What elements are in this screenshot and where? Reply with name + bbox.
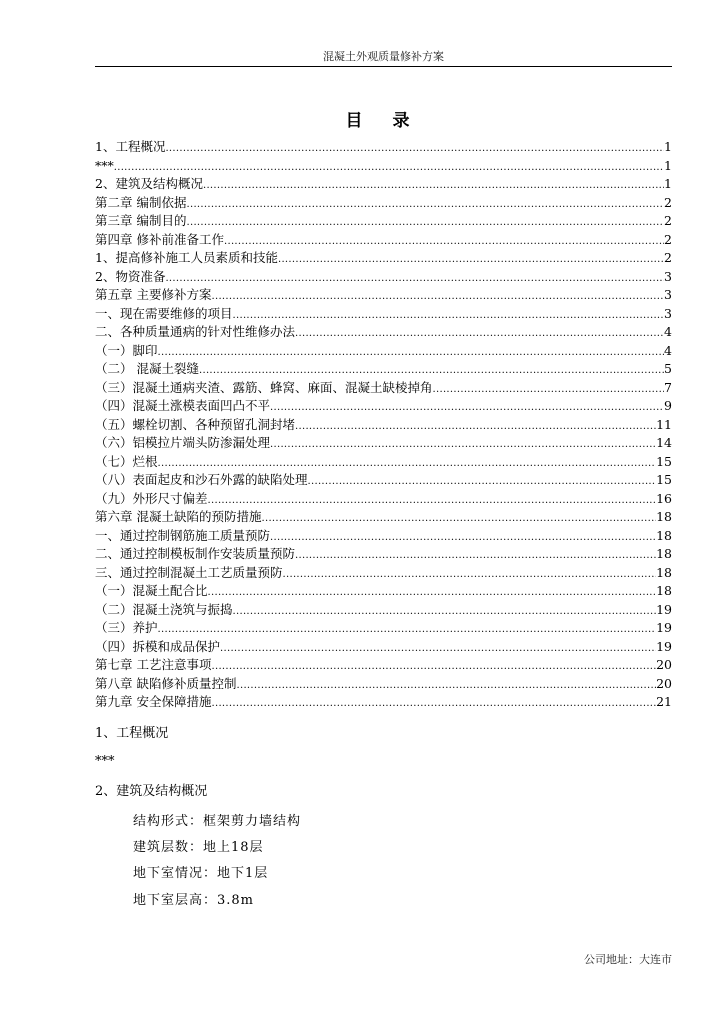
toc-entry[interactable] — [95, 323, 672, 342]
toc-entry-page: 4 — [664, 324, 672, 339]
section-heading-building-structure: 2、建筑及结构概况 — [95, 784, 208, 799]
toc-entry[interactable] — [95, 693, 672, 712]
toc-leader-dots — [236, 677, 656, 696]
toc-entry-title: （一）混凝土配合比 — [95, 583, 208, 598]
toc-entry-title: 第二章 编制依据 — [95, 194, 187, 210]
toc-entry-page: 3 — [664, 305, 672, 321]
toc-entry-title: 二、各种质量通病的针对性维修办法 — [95, 324, 296, 339]
toc-leader-dots — [270, 436, 656, 455]
toc-entry-title: （九）外形尺寸偏差 — [95, 490, 208, 506]
toc-leader-dots — [233, 603, 657, 622]
toc-entry-page: 20 — [656, 657, 672, 672]
toc-entry-title: （二） 混凝土裂缝 — [95, 361, 199, 376]
toc-entry-title: 第四章 修补前准备工作 — [95, 231, 224, 247]
toc-entry-title: 第五章 主要修补方案 — [95, 287, 212, 302]
toc-entry[interactable] — [95, 342, 672, 361]
toc-entry-title: 一、通过控制钢筋施工质量预防 — [95, 527, 271, 543]
toc-entry-page: 19 — [656, 638, 672, 654]
toc-entry-page: 2 — [664, 250, 672, 265]
basement-info-line: 地下室情况：地下1层 — [133, 866, 269, 881]
toc-leader-dots — [308, 473, 657, 492]
table-of-contents — [95, 138, 672, 712]
toc-entry[interactable] — [95, 397, 672, 416]
toc-entry-page: 18 — [656, 583, 672, 598]
toc-entry-page: 19 — [656, 620, 672, 635]
toc-entry-title: 第六章 混凝土缺陷的预防措施 — [95, 509, 262, 524]
toc-entry-page: 11 — [656, 416, 672, 432]
toc-entry[interactable] — [95, 434, 672, 453]
toc-entry-title: 1、工程概况 — [95, 139, 166, 154]
toc-leader-dots — [433, 381, 665, 400]
toc-entry-title: 2、物资准备 — [95, 268, 166, 284]
toc-entry[interactable] — [95, 360, 672, 379]
toc-leader-dots — [261, 510, 656, 529]
toc-entry-page: 2 — [664, 231, 672, 247]
toc-entry-title: 第九章 安全保障措施 — [95, 694, 212, 709]
toc-entry-title: （六）铝模拉片端头防渗漏处理 — [95, 435, 271, 450]
toc-entry[interactable] — [95, 619, 672, 638]
toc-entry[interactable] — [95, 416, 672, 435]
toc-entry[interactable] — [95, 138, 672, 157]
toc-entry[interactable] — [95, 305, 672, 324]
toc-entry[interactable] — [95, 175, 672, 194]
toc-leader-dots — [283, 566, 657, 585]
toc-entry-title: （二）混凝土浇筑与振捣 — [95, 601, 233, 617]
toc-entry-page: 15 — [656, 472, 672, 487]
toc-entry[interactable] — [95, 508, 672, 527]
toc-entry-title: 2、建筑及结构概况 — [95, 176, 203, 191]
toc-entry-title: 第七章 工艺注意事项 — [95, 657, 212, 672]
toc-title: 目 录 — [345, 111, 422, 131]
toc-entry[interactable] — [95, 453, 672, 472]
toc-leader-dots — [233, 307, 665, 326]
toc-entry[interactable] — [95, 545, 672, 564]
toc-entry[interactable] — [95, 212, 672, 231]
toc-entry-page: 2 — [664, 213, 672, 228]
company-address: 公司地址：大连市 — [584, 953, 672, 966]
toc-entry-title: （七）烂根 — [95, 453, 158, 469]
toc-leader-dots — [224, 233, 664, 252]
toc-leader-dots — [295, 418, 656, 437]
toc-entry-page: 7 — [664, 379, 672, 395]
toc-entry-page: 14 — [656, 435, 672, 450]
toc-entry[interactable] — [95, 490, 672, 509]
toc-leader-dots — [208, 492, 657, 511]
toc-leader-dots — [295, 547, 656, 566]
toc-entry-page: 4 — [664, 342, 672, 358]
toc-entry-page: 18 — [656, 546, 672, 561]
toc-entry[interactable] — [95, 471, 672, 490]
toc-leader-dots — [165, 140, 664, 159]
toc-entry[interactable] — [95, 231, 672, 250]
toc-entry[interactable] — [95, 379, 672, 398]
toc-entry-page: 3 — [664, 287, 672, 302]
toc-entry[interactable] — [95, 564, 672, 583]
toc-entry-page: 9 — [664, 398, 672, 413]
toc-leader-dots — [211, 695, 656, 714]
toc-leader-dots — [158, 621, 657, 640]
toc-entry-title: （四）混凝土涨模表面凹凸不平 — [95, 398, 271, 413]
toc-entry-title: （四）拆模和成品保护 — [95, 638, 221, 654]
toc-leader-dots — [270, 399, 664, 418]
toc-leader-dots — [211, 658, 656, 677]
toc-entry-title: （五）螺栓切割、各种预留孔洞封堵 — [95, 416, 296, 432]
toc-entry-page: 18 — [656, 509, 672, 524]
section-heading-project-overview: 1、工程概况 — [95, 726, 169, 741]
toc-entry-page: 18 — [656, 564, 672, 580]
toc-entry-page: 2 — [664, 194, 672, 210]
toc-entry-page: 19 — [656, 601, 672, 617]
toc-entry-title: 第八章 缺陷修补质量控制 — [95, 675, 237, 691]
structure-type-line: 结构形式：框架剪力墙结构 — [133, 814, 302, 829]
page-header: 混凝土外观质量修补方案 — [323, 50, 444, 63]
toc-entry-title: （八）表面起皮和沙石外露的缺陷处理 — [95, 472, 308, 487]
toc-leader-dots — [220, 640, 656, 659]
toc-entry-page: 16 — [656, 490, 672, 506]
toc-leader-dots — [270, 529, 656, 548]
toc-entry-page: 1 — [664, 139, 672, 154]
toc-entry-title: 一、现在需要维修的项目 — [95, 305, 233, 321]
toc-entry[interactable] — [95, 638, 672, 657]
toc-entry-page: 21 — [656, 694, 672, 709]
toc-leader-dots — [203, 177, 664, 196]
toc-entry-title: 三、通过控制混凝土工艺质量预防 — [95, 564, 283, 580]
toc-leader-dots — [186, 214, 664, 233]
toc-leader-dots — [211, 288, 664, 307]
toc-entry-title: （三）养护 — [95, 620, 158, 635]
toc-entry-page: 3 — [664, 268, 672, 284]
toc-entry-title: （三）混凝土通病夹渣、露筋、蜂窝、麻面、混凝土缺棱掉角 — [95, 379, 433, 395]
toc-entry[interactable] — [95, 249, 672, 268]
toc-entry[interactable] — [95, 268, 672, 287]
toc-entry-page: 1 — [664, 157, 672, 173]
toc-entry-title: （一）脚印 — [95, 342, 158, 358]
toc-leader-dots — [278, 251, 664, 270]
toc-entry-title: 1、提高修补施工人员素质和技能 — [95, 250, 278, 265]
building-floors-line: 建筑层数：地上18层 — [133, 840, 264, 855]
toc-entry[interactable] — [95, 286, 672, 305]
section-placeholder-stars: *** — [95, 754, 115, 769]
toc-entry[interactable] — [95, 582, 672, 601]
toc-entry-title: 二、通过控制模板制作安装质量预防 — [95, 546, 296, 561]
toc-entry-page: 5 — [664, 361, 672, 376]
toc-entry[interactable] — [95, 194, 672, 213]
toc-entry-page: 18 — [656, 527, 672, 543]
toc-entry-page: 20 — [656, 675, 672, 691]
toc-leader-dots — [165, 270, 664, 289]
toc-entry[interactable] — [95, 527, 672, 546]
toc-entry-title: 第三章 编制目的 — [95, 213, 187, 228]
toc-entry-title: *** — [95, 157, 114, 173]
toc-leader-dots — [186, 196, 664, 215]
toc-entry-page: 1 — [664, 176, 672, 191]
toc-entry-page: 15 — [656, 453, 672, 469]
toc-entry[interactable] — [95, 656, 672, 675]
toc-entry[interactable] — [95, 675, 672, 694]
toc-leader-dots — [158, 344, 665, 363]
toc-entry[interactable] — [95, 157, 672, 176]
basement-height-line: 地下室层高：3.8m — [133, 893, 255, 908]
header-divider — [95, 66, 672, 67]
toc-entry[interactable] — [95, 601, 672, 620]
toc-leader-dots — [295, 325, 664, 344]
toc-leader-dots — [208, 584, 657, 603]
